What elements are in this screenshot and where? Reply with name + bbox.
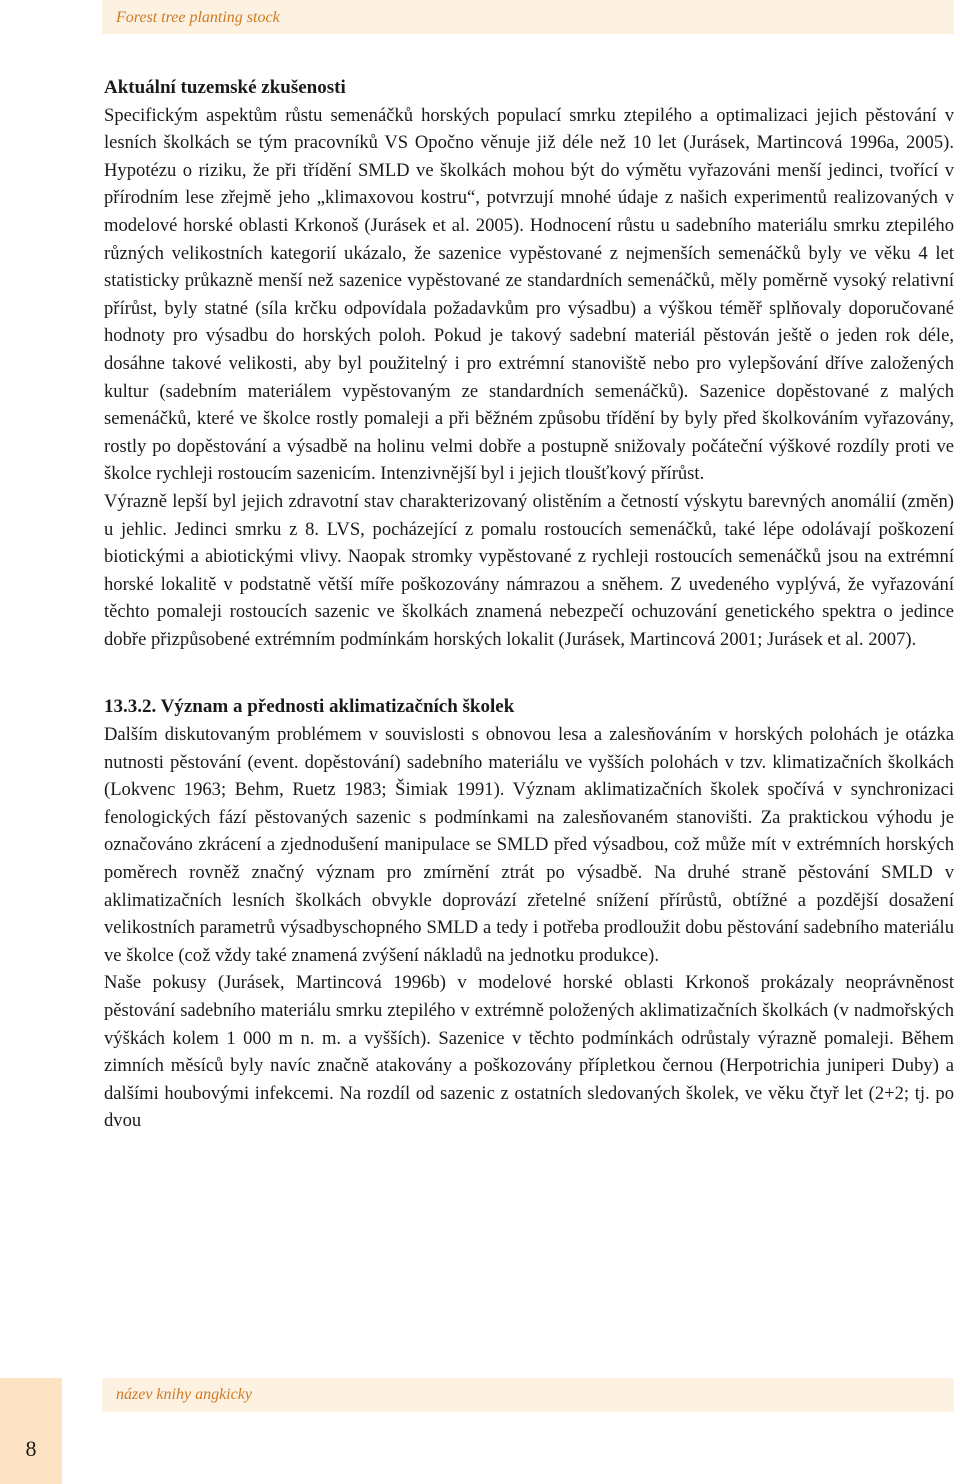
section-heading-2: 13.3.2. Význam a přednosti aklimatizačních školek <box>104 696 515 718</box>
footer-band <box>0 1378 960 1412</box>
running-header-title: Forest tree planting stock <box>116 9 280 26</box>
running-footer-title: název knihy angkicky <box>116 1386 252 1403</box>
paragraph-3: Dalším diskutovaným problémem v souvislosti s obnovou lesa a zalesňováním v horských polohách je otázka nutnosti pěstování (event. dopěstování) sadebního materiálu ve vyšších polohách v tzv. klimatizačních školkách (Lokvenc 1963; Behm, Ruetz 1983; Šimiak 1991). Význam aklimatizačních školek spočívá v synchronizaci fenologických fází pěstovaných sazenic s podmínkami na zalesňovaném stanovišti. Za praktickou výhodu je označováno zkrácení a zjednodušení manipulace se SMLD před výsadbou, což může mít v extrémních horských poměrech rovněž značný význam pro zmírnění ztrát po výsadbě. Na druhé straně pěstování SMLD v aklimatizačních lesních školkách obvykle doprovází zřetelné snížení přírůstů, obtížné a pozdější dosažení velikostních parametrů výsadbyschopného SMLD a tedy i potřeba prodloužit dobu pěstování sadebního materiálu ve školce (což vždy také znamená zvýšení nákladů na jednotku produkce). <box>104 724 954 966</box>
page-number-box <box>0 1412 62 1484</box>
footer-corner-block <box>0 1378 62 1412</box>
paragraph-1: Specifickým aspektům růstu semenáčků horských populací smrku ztepilého a optimalizaci jejich pěstování v lesních školkách se tým pracovníků VS Opočno věnuje již déle než 10 let (Jurásek, Martincová 1996a, 2005). Hypotézu o riziku, že při třídění SMLD ve školkách mohou být do výmětu vyřazováni menší jedinci, tvořící v přírodním lese zřejmě jeho „klimaxovou kostru“, potvrzují mnohé údaje z našich experimentů realizovaných v modelové horské oblasti Krkonoš (Jurásek et al. 2005). Hodnocení růstu u sadebního materiálu smrku ztepilého různých velikostních kategorií ukázalo, že sazenice vypěstované z nejmenších semenáčků byly ve věku 4 let statisticky průkazně menší než sazenice vypěstované ze standardních semenáčků, měly poměrně vysoký relativní přírůst, byly statné (síla krčku odpovídala požadavkům pro výsadbu) a výškou téměř splňovaly doporučované hodnoty pro výsadbu do horských poloh. Pokud je takový sadební materiál pěstován ještě o jeden rok déle, dosáhne takové velikosti, aby byl použitelný i pro extrémní stanoviště nebo pro vylepšování dříve založených kultur (sadebním materiálem vypěstovaným ze standardních semenáčků). Sazenice dopěstované z malých semenáčků, které ve školce rostly pomaleji a při běžném způsobu třídění by byly před školkováním vyřazovány, rostly po dopěstování a výsadbě na holinu velmi dobře a postupně snižovaly počáteční výškové rozdíly proti ve školce rychleji rostoucím sazenicím. Intenzivnější byl i jejich tloušťkový přírůst. <box>104 104 954 485</box>
paragraph-4: Naše pokusy (Jurásek, Martincová 1996b) v modelové horské oblasti Krkonoš prokázaly neoprávněnost pěstování sadebního materiálu smrku ztepilého v extrémně položených aklimatizačních školkách (v nadmořských výškách kolem 1 000 m n. m. a vyšších). Sazenice v těchto podmínkách odrůstaly výrazně pomaleji. Během zimních měsíců byly navíc značně atakovány a poškozovány přípletkou černou (Herpotrichia juniperi Duby) a dalšími houbovými infekcemi. Na rozdíl od sazenic z ostatních sledovaných školek, ve věku čtyř let (2+2; tj. po dvou <box>104 972 954 1132</box>
header-band <box>102 0 954 34</box>
page-content <box>104 74 954 1135</box>
paragraph-2: Výrazně lepší byl jejich zdravotní stav charakterizovaný olistěním a četností výskytu barevných anomálií (změn) u jehlic. Jedinci smrku z 8. LVS, pocházející z pomalu rostoucích semenáčků, také lépe odolávají poškození biotickými a abiotickými vlivy. Naopak stromky vypěstované z rychleji rostoucích semenáčků jsou na extrémní horské lokalitě v podstatně větší míře poškozovány námrazou a sněhem. Z uvedeného vyplývá, že vyřazování těchto pomaleji rostoucích sazenic ve školkách znamená nebezpečí ochuzování genetického spektra o jedince dobře přizpůsobené extrémním podmínkám horských lokalit (Jurásek, Martincová 2001; Jurásek et al. 2007). <box>104 490 954 650</box>
page-number: 8 <box>25 1436 37 1461</box>
footer-title-band <box>102 1378 954 1412</box>
section-gap <box>104 653 954 693</box>
section-heading-1: Aktuální tuzemské zkušenosti <box>104 77 346 98</box>
